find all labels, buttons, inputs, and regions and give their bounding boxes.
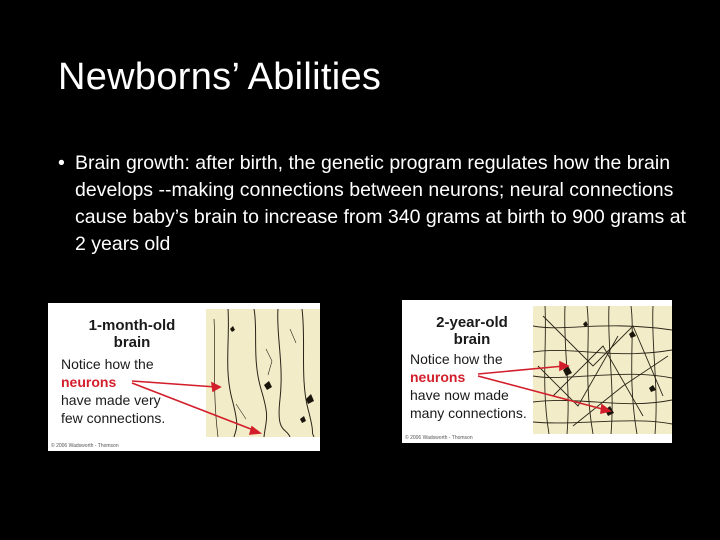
figure-1-copyright: © 2006 Wadsworth - Thomson (51, 443, 119, 449)
figure-1-caption-line4: few connections. (61, 410, 166, 426)
figure-1-month-old-brain (48, 303, 320, 451)
figure-2-neurons-label: neurons (410, 369, 466, 385)
figure-2-caption-line1: Notice how the (410, 351, 503, 367)
figure-1-neurons-label: neurons (61, 374, 117, 390)
figure-2-caption-line3: have now made (410, 387, 509, 403)
bullet-text: Brain growth: after birth, the genetic program regulates how the brain develops --making connections between neurons; neural connections cause baby’s brain to increase from 340 grams at birth to 900 grams at 2 years old (75, 152, 686, 255)
slide-title: Newborns’ Abilities (58, 56, 382, 98)
figure-1-caption-line3: have made very (61, 392, 161, 408)
figure-2-pointer-arrows (402, 300, 672, 443)
figure-1-pointer-arrows (48, 303, 320, 451)
figure-2-copyright: © 2006 Wadsworth - Thomson (405, 435, 473, 441)
figure-1-caption-line1: Notice how the (61, 356, 154, 372)
figure-1-title-line2: brain (113, 334, 151, 351)
figure-2-year-old-brain (402, 300, 672, 443)
figure-2-title-line1: 2-year-old (436, 314, 508, 331)
figure-2-caption-line4: many connections. (410, 405, 527, 421)
bullet-item (58, 150, 698, 258)
figure-1-title-line1: 1-month-old (88, 317, 176, 334)
figure-2-title-line2: brain (453, 331, 491, 348)
bullet-marker: • (58, 152, 65, 174)
